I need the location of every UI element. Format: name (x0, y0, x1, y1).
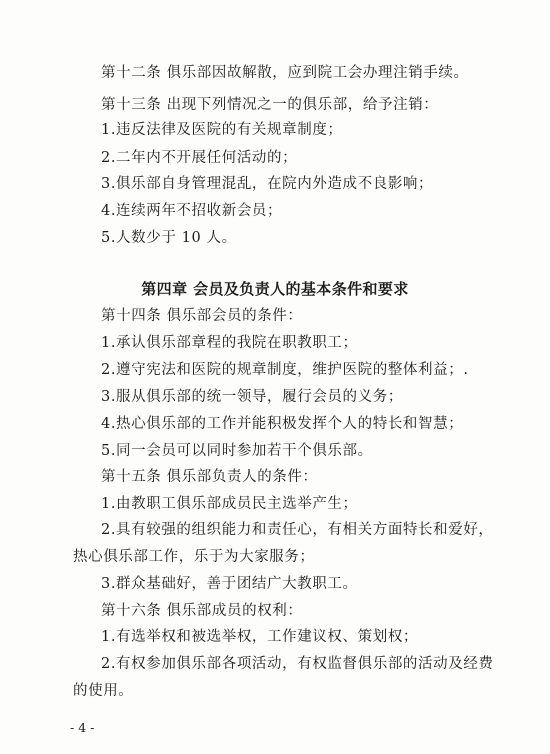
article-16-item-2-cont: 的使用。 (73, 683, 134, 699)
article-14-item-5: 5.同一会员可以同时参加若干个俱乐部。 (101, 443, 373, 459)
article-13-item-5: 5.人数少于 10 人。 (101, 230, 237, 246)
article-14-item-1: 1.承认俱乐部章程的我院在职教职工； (101, 335, 358, 351)
article-13-item-1: 1.违反法律及医院的有关规章制度； (101, 122, 343, 138)
article-16-item-2: 2.有权参加俱乐部各项活动，有权监督俱乐部的活动及经费 (101, 656, 494, 672)
article-15: 第十五条 俱乐部负责人的条件： (101, 469, 318, 485)
article-14-item-2: 2.遵守宪法和医院的规章制度，维护医院的整体利益；. (101, 362, 469, 378)
article-15-item-2-cont: 热心俱乐部工作，乐于为大家服务； (73, 549, 315, 565)
article-14-item-4: 4.热心俱乐部的工作并能积极发挥个人的特长和智慧； (101, 416, 464, 432)
page-number: - 4 - (70, 720, 95, 735)
chapter-heading: 第四章 会员及负责人的基本条件和要求 (141, 280, 409, 298)
article-14: 第十四条 俱乐部会员的条件： (101, 308, 303, 324)
article-15-item-2: 2.具有较强的组织能力和责任心，有相关方面特长和爱好， (101, 522, 494, 538)
article-15-item-3: 3.群众基础好，善于团结广大教职工。 (101, 576, 358, 592)
article-13-item-4: 4.连续两年不招收新会员； (101, 203, 283, 219)
article-16: 第十六条 俱乐部成员的权利： (101, 603, 303, 619)
article-16-item-1: 1.有选举权和被选举权，工作建议权、策划权； (101, 629, 419, 645)
article-15-item-1: 1.由教职工俱乐部成员民主选举产生； (101, 496, 358, 512)
article-13-item-2: 2.二年内不开展任何活动的； (101, 150, 298, 166)
article-14-item-3: 3.服从俱乐部的统一领导，履行会员的义务； (101, 389, 403, 405)
article-13: 第十三条 出现下列情况之一的俱乐部，给予注销： (101, 97, 439, 113)
article-13-item-3: 3.俱乐部自身管理混乱，在院内外造成不良影响； (101, 176, 434, 192)
article-12: 第十二条 俱乐部因故解散，应到院工会办理注销手续。 (101, 65, 469, 81)
